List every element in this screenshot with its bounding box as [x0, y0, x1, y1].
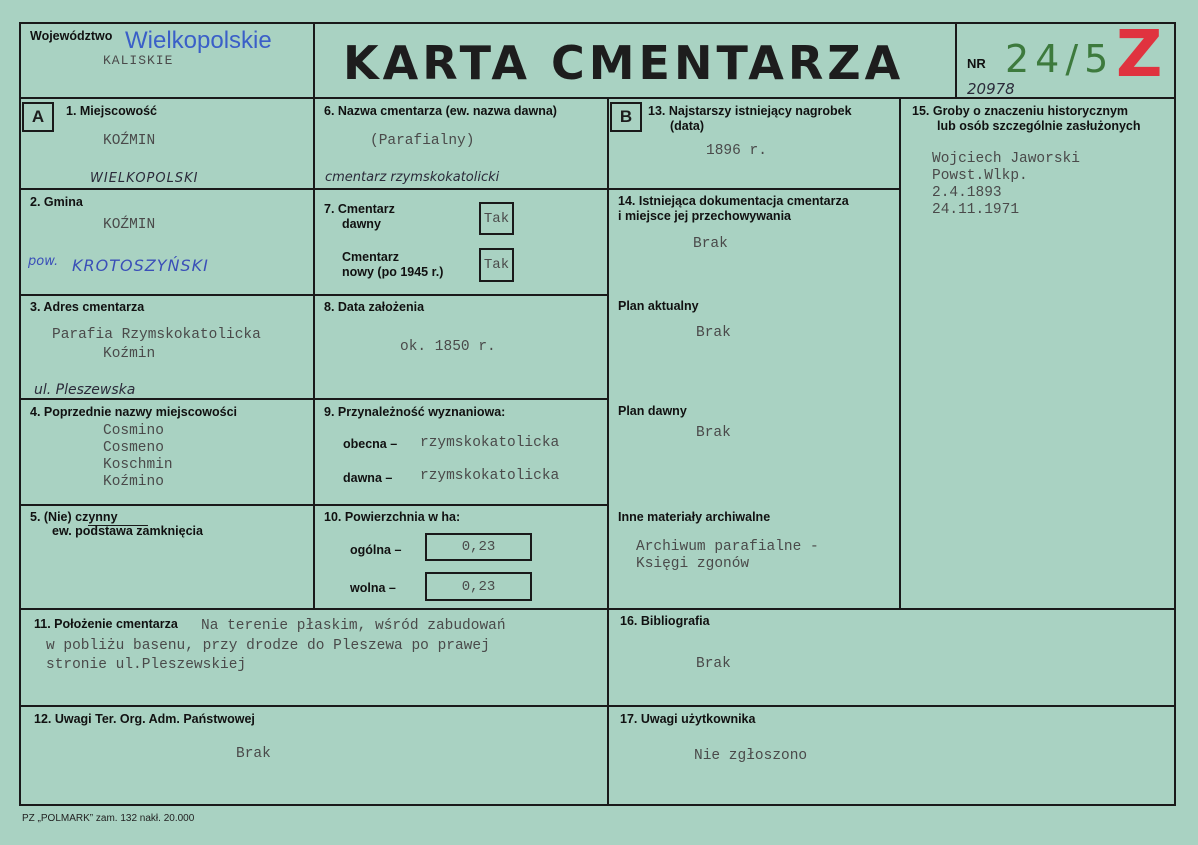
field-7-value-1: Tak [479, 202, 514, 235]
field-8-value: ok. 1850 r. [400, 339, 496, 355]
field-10-free-label: wolna – [350, 581, 396, 595]
field-16-value: Brak [696, 656, 731, 672]
page-title: KARTA CMENTARZA [343, 36, 905, 90]
field-12-value: Brak [236, 746, 271, 762]
field-3-label: 3. Adres cmentarza [30, 300, 145, 314]
section-a-marker: A [22, 102, 54, 132]
divider [899, 97, 901, 609]
field-13-value: 1896 r. [706, 143, 767, 159]
field-15-line: Powst.Wlkp. [932, 168, 1028, 184]
field-1-label: 1. Miejscowość [66, 104, 158, 118]
section-b-marker: B [610, 102, 642, 132]
divider [607, 97, 609, 806]
field-5-label-2: ew. podstawa zamknięcia [52, 524, 203, 538]
wojewodztwo-stamp: Wielkopolskie [125, 27, 272, 54]
field-11-line-1: Na terenie płaskim, wśród zabudowań [201, 618, 506, 634]
field-15-label-2: lub osób szczególnie zasłużonych [937, 119, 1141, 133]
field-14-label-1: 14. Istniejąca dokumentacja cmentarza [618, 194, 849, 208]
divider [19, 705, 1176, 707]
archives-label: Inne materiały archiwalne [618, 510, 771, 524]
field-15-line: 24.11.1971 [932, 202, 1020, 218]
field-7-label-2a: Cmentarz [342, 250, 399, 264]
field-2-label: 2. Gmina [30, 195, 83, 209]
footer-imprint: PZ „POLMARK” zam. 132 nakł. 20.000 [22, 813, 195, 824]
field-13-label-1: 13. Najstarszy istniejący nagrobek [648, 104, 852, 118]
field-9-former-label: dawna – [343, 471, 393, 485]
field-16-label: 16. Bibliografia [620, 614, 710, 628]
field-5-label-1: 5. (Nie) czynny [30, 510, 118, 524]
field-9-label: 9. Przynależność wyznaniowa: [324, 405, 506, 419]
field-4-label: 4. Poprzednie nazwy miejscowości [30, 405, 238, 419]
field-3-value-1: Parafia Rzymskokatolicka [52, 327, 261, 343]
divider [19, 608, 1176, 610]
field-3-handwritten: ul. Pleszewska [34, 382, 136, 398]
field-17-label: 17. Uwagi użytkownika [620, 712, 756, 726]
archives-value-1: Archiwum parafialne - [636, 539, 819, 555]
field-15-line: 2.4.1893 [932, 185, 1002, 201]
field-10-label: 10. Powierzchnia w ha: [324, 510, 461, 524]
nr-sub: 20978 [967, 80, 1015, 98]
field-2-hand-prefix: pow. [28, 254, 59, 269]
archives-value-2: Księgi zgonów [636, 556, 750, 572]
field-1-value: KOŹMIN [103, 133, 156, 149]
field-7-label-1b: dawny [342, 217, 381, 231]
plan-old-value: Brak [696, 425, 731, 441]
field-15-line: Wojciech Jaworski [932, 151, 1080, 167]
field-17-value: Nie zgłoszono [694, 748, 808, 764]
nr-mark: Z [1116, 18, 1163, 92]
divider [19, 188, 609, 190]
field-11-line-3: stronie ul.Pleszewskiej [46, 657, 247, 673]
field-4-name: Koźmino [103, 474, 164, 490]
field-6-value: (Parafialny) [370, 133, 475, 149]
divider [19, 294, 609, 296]
field-2-value: KOŹMIN [103, 217, 156, 233]
field-8-label: 8. Data założenia [324, 300, 425, 314]
wojewodztwo-label: Województwo [30, 29, 113, 43]
field-10-total-value: 0,23 [425, 533, 532, 561]
field-6-label: 6. Nazwa cmentarza (ew. nazwa dawna) [324, 104, 557, 118]
plan-old-label: Plan dawny [618, 404, 687, 418]
field-6-handwritten: cmentarz rzymskokatolicki [325, 170, 500, 185]
field-10-total-label: ogólna – [350, 543, 402, 557]
field-15-label-1: 15. Groby o znaczeniu historycznym [912, 104, 1129, 118]
wojewodztwo-old: KALISKIE [103, 53, 174, 68]
divider [313, 22, 315, 609]
field-13-label-2: (data) [670, 119, 705, 133]
divider [19, 504, 609, 506]
field-3-value-2: Koźmin [103, 346, 156, 362]
field-14-value: Brak [693, 236, 728, 252]
field-9-current-value: rzymskokatolicka [420, 435, 560, 451]
nr-label: NR [967, 56, 986, 71]
divider [19, 398, 609, 400]
field-11-line-2: w pobliżu basenu, przy drodze do Pleszewa po prawej [46, 638, 490, 654]
field-4-name: Koschmin [103, 457, 173, 473]
field-4-name: Cosmino [103, 423, 164, 439]
field-7-value-2: Tak [479, 248, 514, 282]
field-11-label: 11. Położenie cmentarza [34, 617, 178, 631]
divider [955, 22, 957, 99]
field-4-name: Cosmeno [103, 440, 164, 456]
field-2-handwritten: KROTOSZYŃSKI [72, 256, 209, 275]
field-7-label-2b: nowy (po 1945 r.) [342, 265, 444, 279]
field-9-former-value: rzymskokatolicka [420, 468, 560, 484]
plan-current-label: Plan aktualny [618, 299, 699, 313]
divider [607, 188, 901, 190]
field-14-label-2: i miejsce jej przechowywania [618, 209, 791, 223]
field-9-current-label: obecna – [343, 437, 398, 451]
field-7-label-1a: 7. Cmentarz [324, 202, 395, 216]
field-1-handwritten: WIELKOPOLSKI [90, 171, 199, 186]
field-12-label: 12. Uwagi Ter. Org. Adm. Państwowej [34, 712, 255, 726]
field-10-free-value: 0,23 [425, 572, 532, 601]
plan-current-value: Brak [696, 325, 731, 341]
nr-value: 24/5 [1005, 37, 1115, 81]
